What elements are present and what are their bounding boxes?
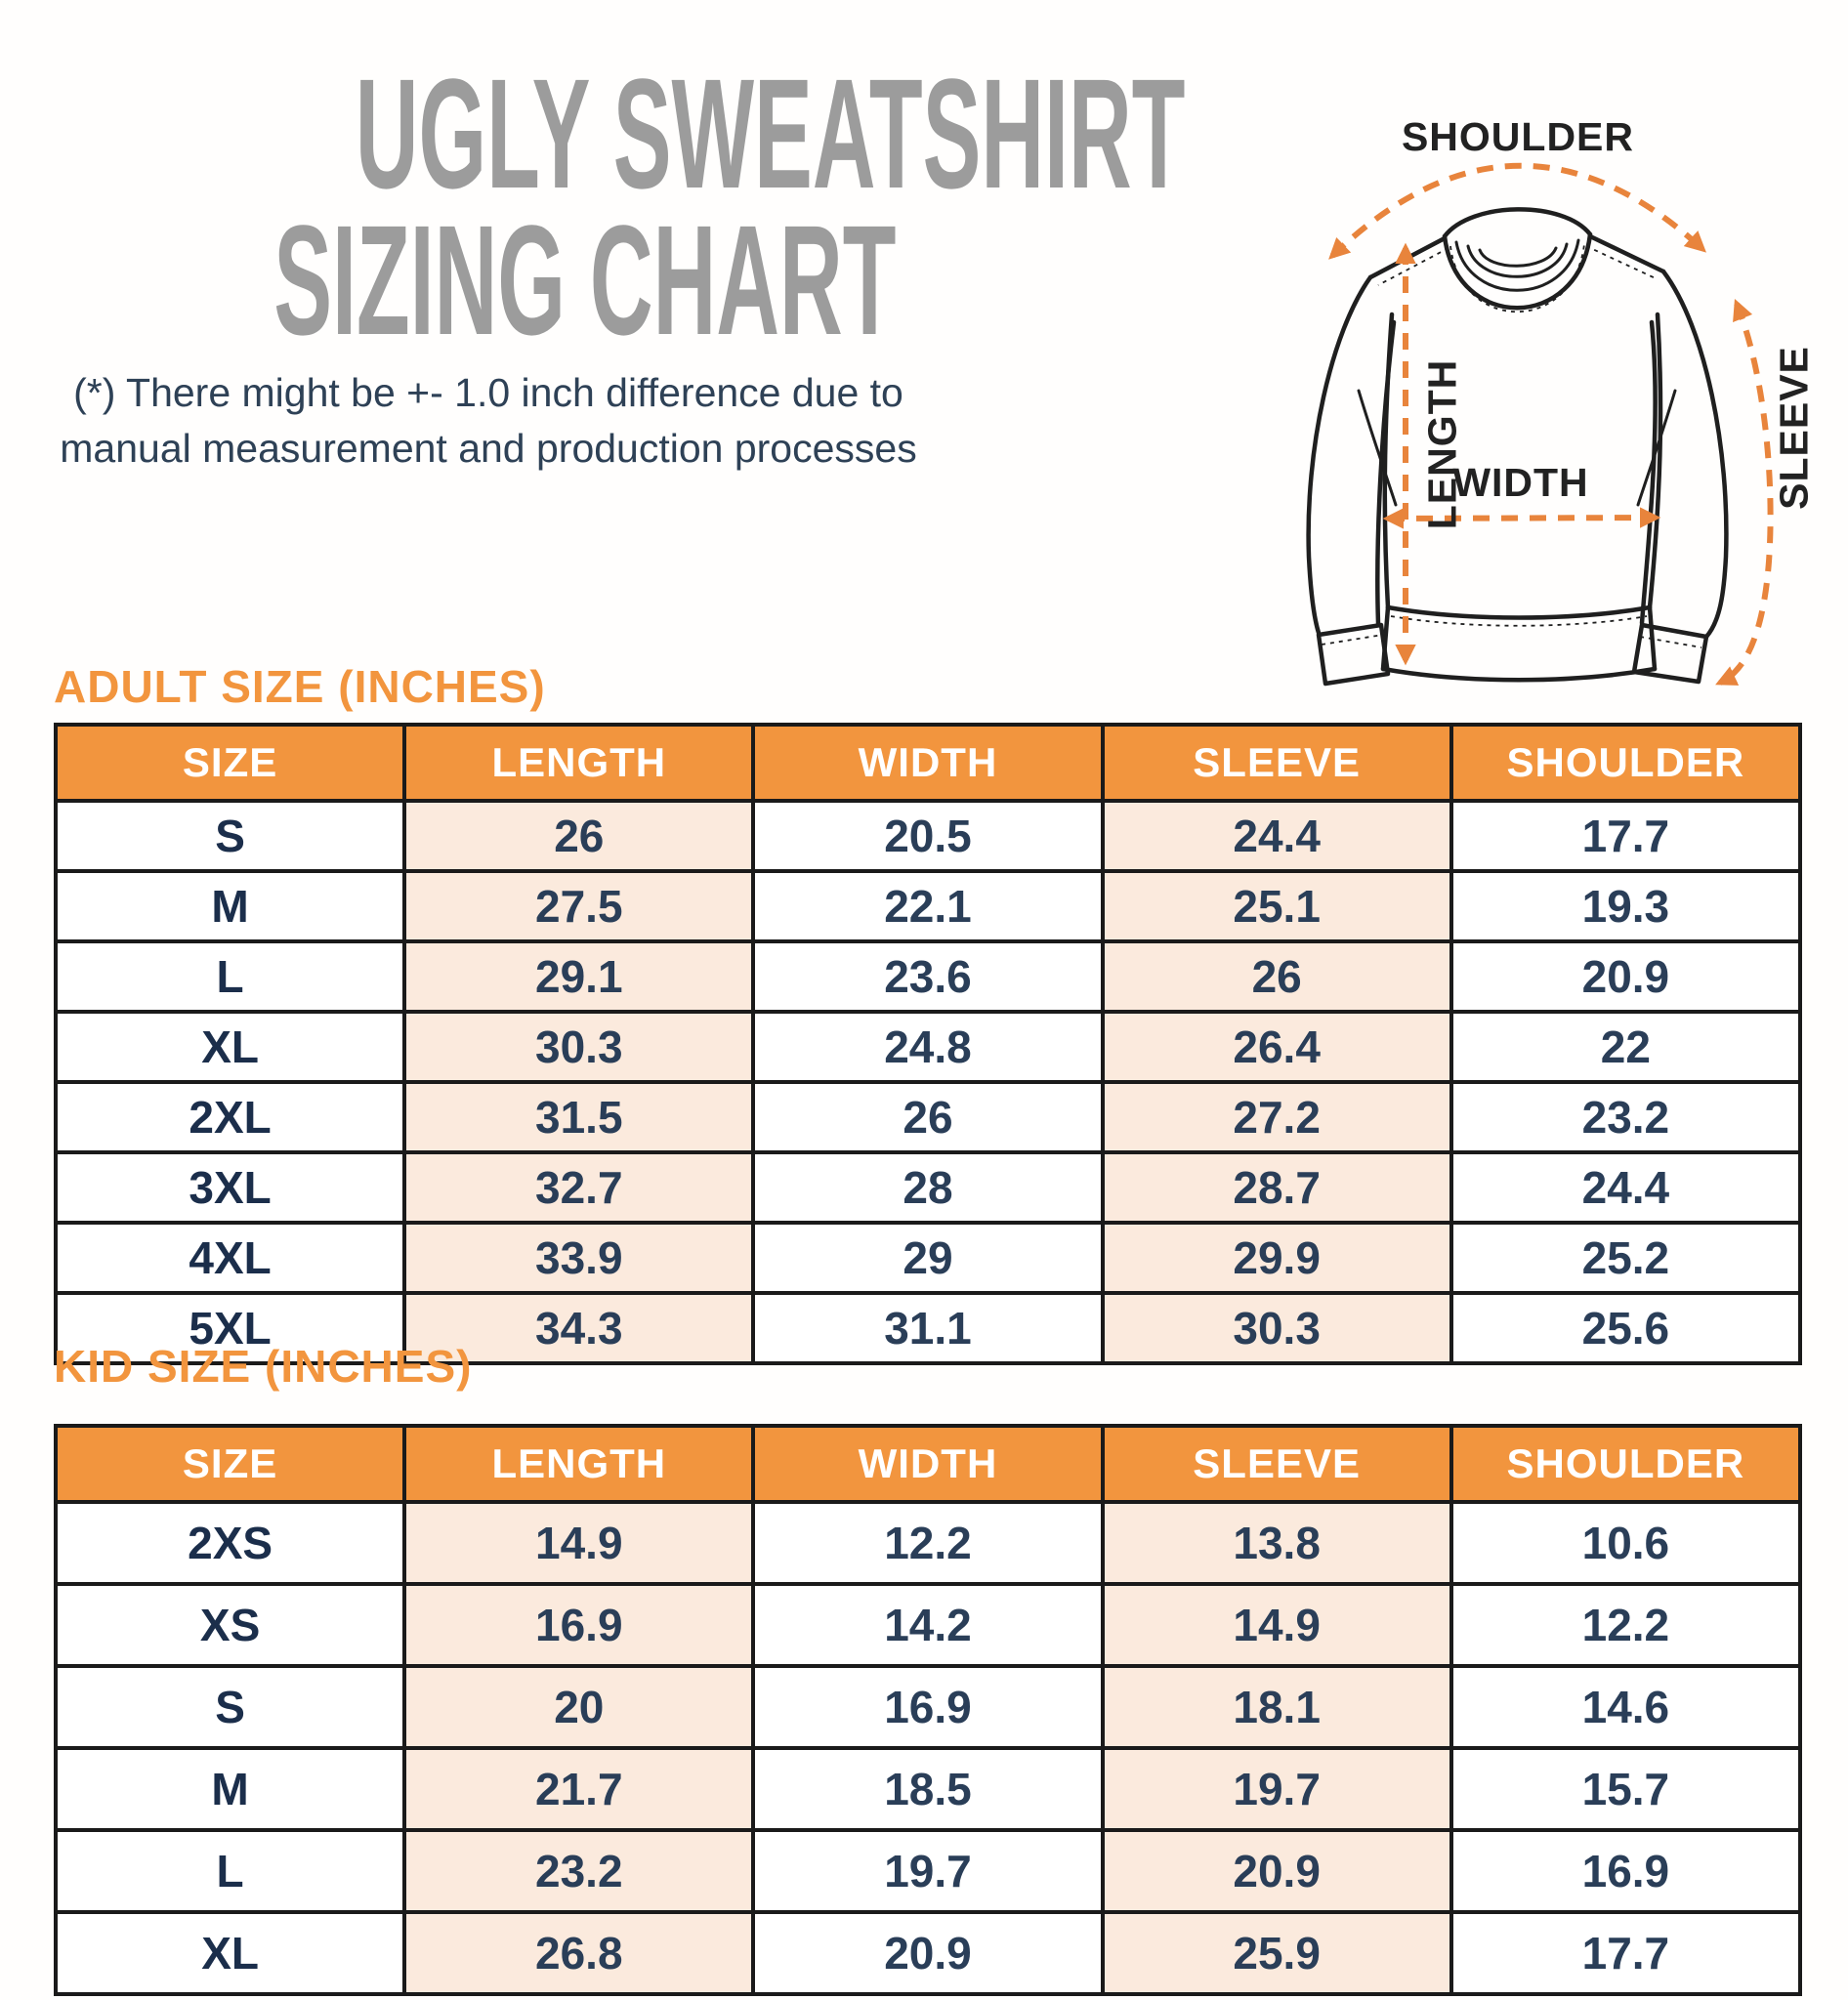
measurement-note-line-2: manual measurement and production processes	[60, 426, 917, 471]
size-cell: 2XS	[56, 1502, 404, 1584]
value-cell: 30.3	[404, 1012, 753, 1082]
column-header-width: WIDTH	[753, 725, 1102, 801]
size-cell: S	[56, 801, 404, 871]
table-row	[56, 1748, 1800, 1830]
size-cell: XL	[56, 1012, 404, 1082]
value-cell: 31.5	[404, 1082, 753, 1152]
table-row	[56, 1223, 1800, 1293]
header-row	[56, 725, 1800, 801]
value-cell: 26	[404, 801, 753, 871]
column-header-sleeve: SLEEVE	[1103, 725, 1451, 801]
table-row	[56, 941, 1800, 1012]
size-cell: 2XL	[56, 1082, 404, 1152]
value-cell: 17.7	[1451, 801, 1800, 871]
value-cell: 25.6	[1451, 1293, 1800, 1363]
value-cell: 19.7	[1103, 1748, 1451, 1830]
value-cell: 20.9	[1103, 1830, 1451, 1912]
table-row	[56, 1830, 1800, 1912]
value-cell: 14.9	[1103, 1584, 1451, 1666]
column-header-shoulder: SHOULDER	[1451, 725, 1800, 801]
value-cell: 31.1	[753, 1293, 1102, 1363]
value-cell: 20.9	[1451, 941, 1800, 1012]
value-cell: 29.9	[1103, 1223, 1451, 1293]
sleeve-label: SLEEVE	[1771, 346, 1817, 510]
size-cell: M	[56, 1748, 404, 1830]
value-cell: 23.6	[753, 941, 1102, 1012]
table-row	[56, 1502, 1800, 1584]
value-cell: 16.9	[1451, 1830, 1800, 1912]
value-cell: 22	[1451, 1012, 1800, 1082]
column-header-length: LENGTH	[404, 1426, 753, 1502]
length-label: LENGTH	[1419, 358, 1465, 530]
value-cell: 26	[1103, 941, 1451, 1012]
kid-size-table	[54, 1424, 1802, 1996]
table-row	[56, 1082, 1800, 1152]
sweatshirt-outline	[1309, 209, 1727, 684]
measurement-note-line-1: (*) There might be +- 1.0 inch difference due to	[73, 370, 903, 415]
value-cell: 27.5	[404, 871, 753, 941]
size-cell: XL	[56, 1912, 404, 1994]
value-cell: 14.2	[753, 1584, 1102, 1666]
table-row	[56, 801, 1800, 871]
adult-table-heading: ADULT SIZE (INCHES)	[54, 661, 546, 712]
measurement-arrows	[1332, 166, 1771, 683]
value-cell: 19.3	[1451, 871, 1800, 941]
adult-size-table	[54, 723, 1802, 1365]
sweatshirt-measurement-diagram	[967, 29, 1848, 703]
value-cell: 24.8	[753, 1012, 1102, 1082]
column-header-size: SIZE	[56, 725, 404, 801]
value-cell: 14.6	[1451, 1666, 1800, 1748]
value-cell: 24.4	[1451, 1152, 1800, 1223]
size-cell: XS	[56, 1584, 404, 1666]
value-cell: 25.9	[1103, 1912, 1451, 1994]
table-row	[56, 1152, 1800, 1223]
value-cell: 16.9	[404, 1584, 753, 1666]
column-header-shoulder: SHOULDER	[1451, 1426, 1800, 1502]
value-cell: 33.9	[404, 1223, 753, 1293]
size-cell: 4XL	[56, 1223, 404, 1293]
size-cell: 5XL	[56, 1293, 404, 1363]
value-cell: 29	[753, 1223, 1102, 1293]
column-header-size: SIZE	[56, 1426, 404, 1502]
value-cell: 18.1	[1103, 1666, 1451, 1748]
shoulder-label: SHOULDER	[1401, 114, 1635, 159]
size-cell: L	[56, 941, 404, 1012]
table-row	[56, 1012, 1800, 1082]
value-cell: 21.7	[404, 1748, 753, 1830]
value-cell: 20.9	[753, 1912, 1102, 1994]
value-cell: 26.8	[404, 1912, 753, 1994]
value-cell: 14.9	[404, 1502, 753, 1584]
value-cell: 34.3	[404, 1293, 753, 1363]
column-header-width: WIDTH	[753, 1426, 1102, 1502]
value-cell: 29.1	[404, 941, 753, 1012]
value-cell: 13.8	[1103, 1502, 1451, 1584]
measurement-note	[10, 365, 967, 477]
value-cell: 15.7	[1451, 1748, 1800, 1830]
size-cell: S	[56, 1666, 404, 1748]
page-title	[29, 46, 1186, 367]
title-line-1: UGLY SWEATSHIRT	[355, 46, 1186, 221]
value-cell: 25.2	[1451, 1223, 1800, 1293]
value-cell: 23.2	[404, 1830, 753, 1912]
title-line-2: SIZING CHART	[273, 192, 897, 367]
value-cell: 22.1	[753, 871, 1102, 941]
value-cell: 19.7	[753, 1830, 1102, 1912]
value-cell: 23.2	[1451, 1082, 1800, 1152]
value-cell: 26	[753, 1082, 1102, 1152]
size-cell: 3XL	[56, 1152, 404, 1223]
value-cell: 17.7	[1451, 1912, 1800, 1994]
size-cell: M	[56, 871, 404, 941]
kid-table-heading: KID SIZE (INCHES)	[54, 1341, 473, 1392]
value-cell: 28.7	[1103, 1152, 1451, 1223]
column-header-length: LENGTH	[404, 725, 753, 801]
table-row	[56, 1912, 1800, 1994]
value-cell: 30.3	[1103, 1293, 1451, 1363]
value-cell: 20.5	[753, 801, 1102, 871]
value-cell: 10.6	[1451, 1502, 1800, 1584]
value-cell: 27.2	[1103, 1082, 1451, 1152]
table-row	[56, 1584, 1800, 1666]
value-cell: 28	[753, 1152, 1102, 1223]
width-label: WIDTH	[1452, 460, 1589, 505]
value-cell: 32.7	[404, 1152, 753, 1223]
table-row	[56, 871, 1800, 941]
value-cell: 18.5	[753, 1748, 1102, 1830]
value-cell: 26.4	[1103, 1012, 1451, 1082]
header-row	[56, 1426, 1800, 1502]
value-cell: 24.4	[1103, 801, 1451, 871]
sleeve-arrow	[1720, 304, 1771, 683]
value-cell: 12.2	[753, 1502, 1102, 1584]
value-cell: 12.2	[1451, 1584, 1800, 1666]
size-cell: L	[56, 1830, 404, 1912]
table-row	[56, 1666, 1800, 1748]
value-cell: 25.1	[1103, 871, 1451, 941]
value-cell: 20	[404, 1666, 753, 1748]
column-header-sleeve: SLEEVE	[1103, 1426, 1451, 1502]
value-cell: 16.9	[753, 1666, 1102, 1748]
